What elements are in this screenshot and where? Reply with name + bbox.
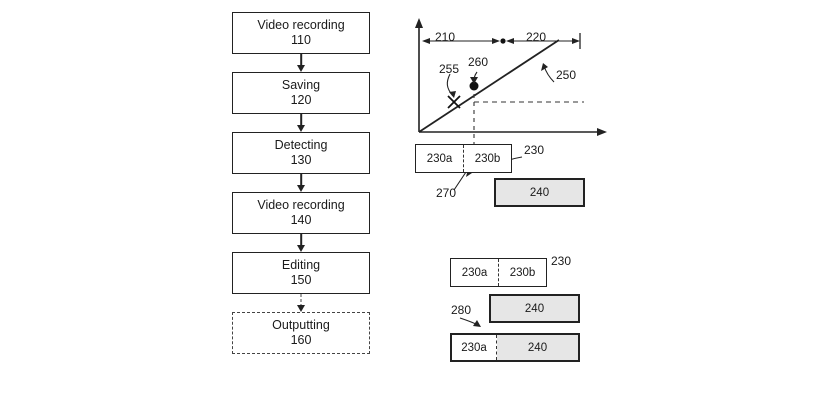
flow-arrow-110-120 [232,54,370,72]
flow-step-160-number: 160 [290,333,312,347]
span-divider-dot [500,38,505,43]
span-210-left-arrow [422,38,430,44]
marker-260-label: 260 [468,55,489,69]
ref-230-bottom-label: 230 [551,254,572,268]
merged-230a-label: 230a [461,341,487,354]
line-250-label: 250 [556,68,577,82]
flow-arrow-120-130 [232,114,370,132]
ref-280-label: 280 [451,303,472,317]
flow-step-120-number: 120 [290,93,312,107]
bottom-block-240-label: 240 [524,302,545,315]
span-210-right-arrow [492,38,500,44]
arrow-head [297,305,305,312]
marker-255-label: 255 [439,62,460,76]
segment-230a-label: 230a [426,152,453,165]
span-220-label: 220 [526,30,547,44]
bottom-segment-230b-label: 230b [509,266,536,279]
top-segment-box-230 [415,144,512,173]
bottom-segment-230a-label: 230a [461,266,488,279]
top-block-240 [494,178,585,207]
flow-arrow-150-160 [232,294,370,312]
flow-arrow-140-150 [232,234,370,252]
flowchart [232,12,372,354]
span-210-label: 210 [435,30,456,44]
y-axis-arrowhead [415,18,423,28]
arrow-head [297,65,305,72]
flow-step-140-label: Video recording [257,198,345,212]
merged-240-label: 240 [497,335,578,360]
flow-step-120 [232,72,370,114]
arrow-head [297,245,305,252]
flow-step-110 [232,12,370,54]
flow-step-120-label: Saving [281,78,321,92]
ref-230-top-label: 230 [524,143,545,157]
flow-step-160-label: Outputting [272,318,330,332]
x-axis-arrowhead [597,128,607,136]
leader-250-arrow [541,63,548,71]
flow-step-130-label: Detecting [274,138,328,152]
flow-arrow-130-140 [232,174,370,192]
segment-230b-label: 230b [474,152,501,165]
ref-270-label: 270 [436,186,457,200]
span-220-right-arrow [572,38,580,44]
flow-step-140-number: 140 [290,213,312,227]
bottom-block-240 [489,294,580,323]
right-diagrams [404,0,825,413]
flow-step-130-number: 130 [290,153,312,167]
ramp-line [419,40,559,132]
flow-step-130 [232,132,370,174]
block-240-label: 240 [529,186,550,199]
flow-step-110-label: Video recording [257,18,345,32]
flow-step-150-label: Editing [281,258,321,272]
merged-block-230a-240 [450,333,580,362]
flow-step-160 [232,312,370,354]
timing-graph [404,0,825,230]
span-220-left-arrow [506,38,514,44]
bottom-segment-box-230 [450,258,547,287]
flow-step-150 [232,252,370,294]
flow-step-110-number: 110 [291,33,311,47]
arrow-head [297,185,305,192]
flow-step-150-number: 150 [290,273,312,287]
arrow-head [297,125,305,132]
flow-step-140 [232,192,370,234]
